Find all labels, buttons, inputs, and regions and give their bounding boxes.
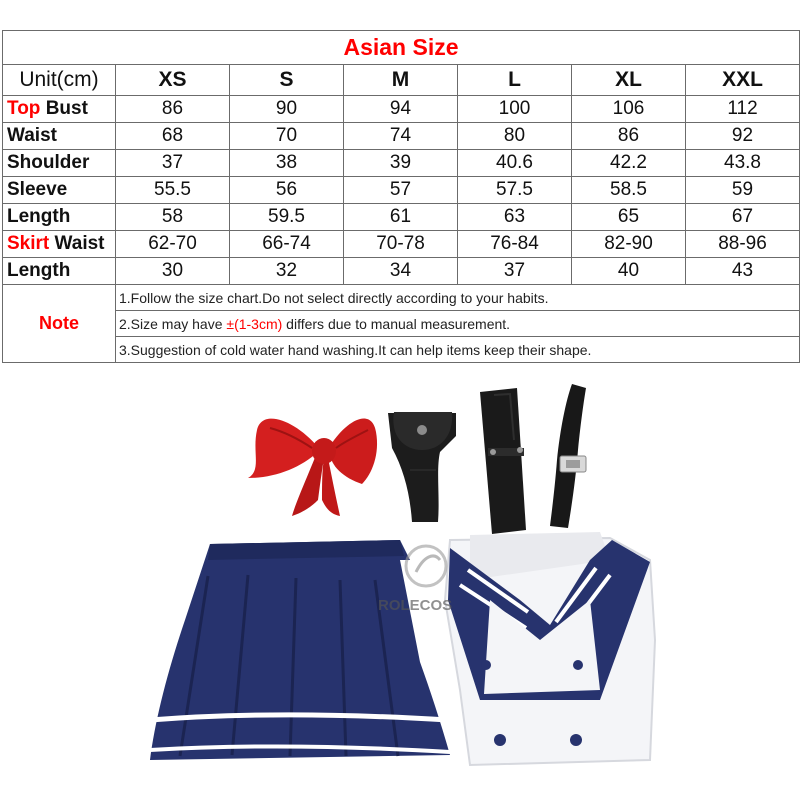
- table-cell: 58.5: [572, 177, 686, 204]
- table-cell: 61: [344, 204, 458, 231]
- table-cell: 37: [116, 150, 230, 177]
- knife-sheath-icon: [480, 388, 526, 534]
- row-label: Shoulder: [3, 150, 116, 177]
- table-cell: 30: [116, 258, 230, 285]
- measurement-label: Waist: [54, 233, 105, 254]
- table-cell: 70-78: [344, 231, 458, 258]
- table-row: [3, 96, 800, 123]
- red-bow-icon: [248, 418, 377, 516]
- watermark-text: ROLECOS: [378, 597, 453, 614]
- table-cell: 59.5: [230, 204, 344, 231]
- size-header: L: [458, 65, 572, 96]
- measurement-label: Bust: [45, 98, 88, 119]
- table-cell: 39: [344, 150, 458, 177]
- size-header: XS: [116, 65, 230, 96]
- table-cell: 37: [458, 258, 572, 285]
- table-cell: 112: [686, 96, 800, 123]
- table-cell: 55.5: [116, 177, 230, 204]
- table-cell: 59: [686, 177, 800, 204]
- note-line-2-text: 2.Size may have: [119, 315, 227, 332]
- note-line-2-text-end: differs due to manual measurement.: [282, 315, 511, 332]
- header-row: [3, 65, 800, 96]
- table-cell: 65: [572, 204, 686, 231]
- table-row: [3, 177, 800, 204]
- table-cell: 67: [686, 204, 800, 231]
- section-label: Skirt: [7, 233, 50, 254]
- pleated-skirt-icon: [150, 540, 453, 760]
- table-cell: 63: [458, 204, 572, 231]
- table-cell: 86: [116, 96, 230, 123]
- note-highlight: ±(1-3cm): [226, 315, 283, 332]
- table-cell: 80: [458, 123, 572, 150]
- row-label: Length: [3, 258, 116, 285]
- table-cell: 42.2: [572, 150, 686, 177]
- product-photo: [0, 365, 800, 800]
- table-cell: 57: [344, 177, 458, 204]
- size-chart-table: [2, 30, 800, 363]
- note-row: [3, 337, 800, 363]
- table-row: [3, 231, 800, 258]
- table-cell: 34: [344, 258, 458, 285]
- size-header: XL: [572, 65, 686, 96]
- row-label: [3, 231, 116, 258]
- note-row: [3, 285, 800, 311]
- table-cell: 86: [572, 123, 686, 150]
- size-header: M: [344, 65, 458, 96]
- table-cell: 88-96: [686, 231, 800, 258]
- table-cell: 43.8: [686, 150, 800, 177]
- table-title-cell: [3, 31, 800, 65]
- table-cell: 106: [572, 96, 686, 123]
- table-cell: 92: [686, 123, 800, 150]
- table-cell: 70: [230, 123, 344, 150]
- table-row: [3, 258, 800, 285]
- table-cell: 62-70: [116, 231, 230, 258]
- table-title: Asian Size: [343, 34, 459, 60]
- table-cell: 66-74: [230, 231, 344, 258]
- table-cell: 74: [344, 123, 458, 150]
- table-cell: 40.6: [458, 150, 572, 177]
- table-cell: 68: [116, 123, 230, 150]
- size-header: S: [230, 65, 344, 96]
- note-label: Note: [3, 285, 116, 363]
- table-row: [3, 123, 800, 150]
- row-label: Waist: [3, 123, 116, 150]
- table-cell: 100: [458, 96, 572, 123]
- section-label: Top: [7, 98, 41, 119]
- note-line-2: [116, 311, 800, 337]
- table-cell: 57.5: [458, 177, 572, 204]
- table-cell: 58: [116, 204, 230, 231]
- table-row: [3, 204, 800, 231]
- holster-pouch-icon: [388, 412, 456, 522]
- row-label: Length: [3, 204, 116, 231]
- table-cell: 38: [230, 150, 344, 177]
- table-cell: 90: [230, 96, 344, 123]
- note-line-1: 1.Follow the size chart.Do not select directly according to your habits.: [116, 285, 800, 311]
- note-row: [3, 311, 800, 337]
- table-cell: 82-90: [572, 231, 686, 258]
- table-cell: 40: [572, 258, 686, 285]
- table-cell: 56: [230, 177, 344, 204]
- sailor-top-icon: [445, 532, 655, 765]
- note-line-3: 3.Suggestion of cold water hand washing.It can help items keep their shape.: [116, 337, 800, 363]
- unit-label: Unit(cm): [3, 65, 116, 96]
- row-label: Sleeve: [3, 177, 116, 204]
- table-cell: 94: [344, 96, 458, 123]
- table-row: [3, 150, 800, 177]
- row-label: [3, 96, 116, 123]
- size-header: XXL: [686, 65, 800, 96]
- table-cell: 43: [686, 258, 800, 285]
- table-cell: 76-84: [458, 231, 572, 258]
- belt-strap-icon: [550, 384, 586, 528]
- table-cell: 32: [230, 258, 344, 285]
